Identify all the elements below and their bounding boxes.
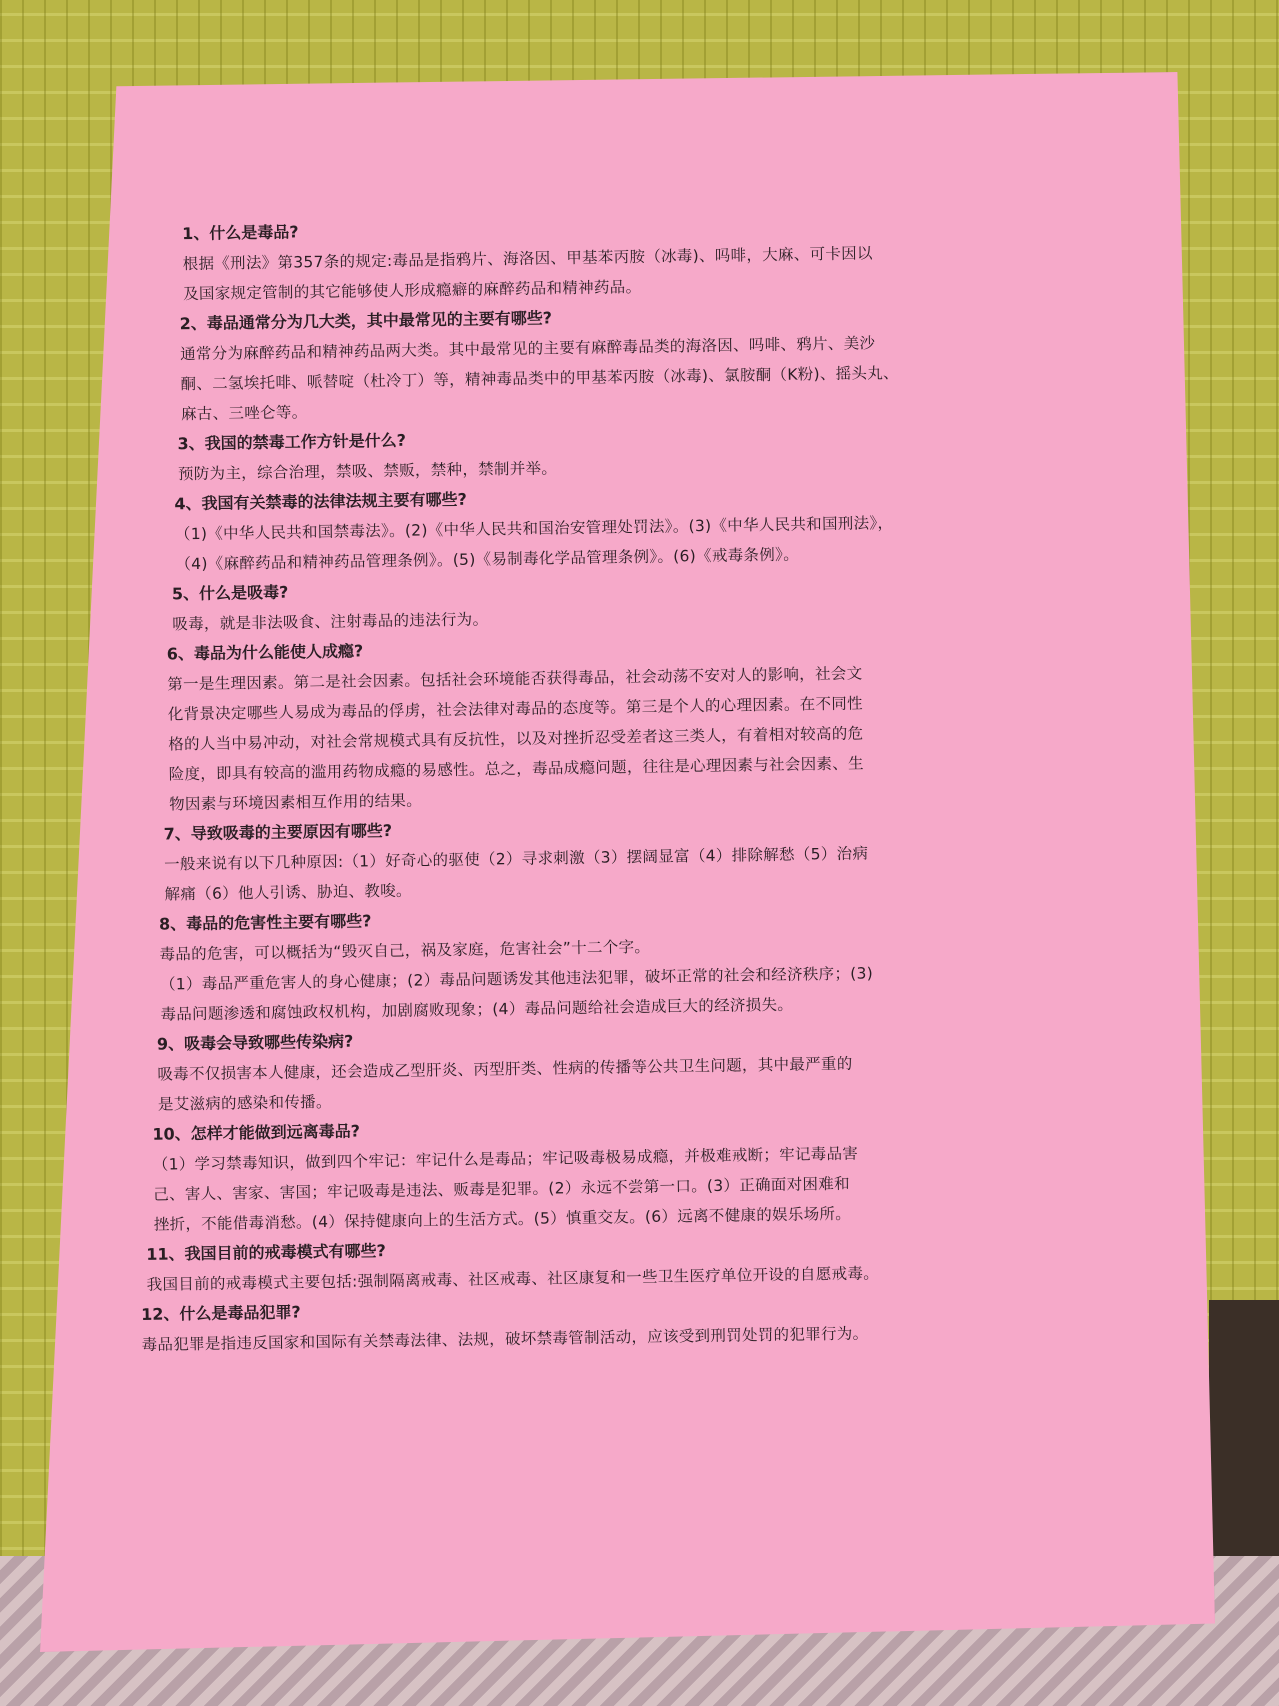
document-body bbox=[130, 205, 1098, 1360]
question-heading: 7、导致吸毒的主要原因有哪些? bbox=[163, 820, 393, 844]
question-heading: 12、什么是毒品犯罪? bbox=[141, 1302, 301, 1324]
answer-line: 通常分为麻醉药品和精神药品两大类。其中最常见的主要有麻醉毒品类的海洛因、吗啡、鸦片、美沙 bbox=[179, 334, 876, 364]
answer-line: 预防为主，综合治理，禁吸、禁贩，禁种，禁制并举。 bbox=[177, 459, 558, 484]
answer-line: 毒品犯罪是指违反国家和国际有关禁毒法律、法规，破坏禁毒管制活动，应该受到刑罚处罚的犯罪行为。 bbox=[141, 1324, 869, 1354]
answer-line: （1）毒品严重危害人的身心健康；(2）毒品问题诱发其他违法犯罪，破坏正常的社会和经济秩序；(3) bbox=[159, 964, 874, 994]
answer-line: （1）学习禁毒知识，做到四个牢记：牢记什么是毒品；牢记吸毒极易成瘾，并极难戒断；牢记毒品害 bbox=[152, 1144, 859, 1174]
answer-line: 挫折，不能借毒消愁。(4）保持健康向上的生活方式。(5）慎重交友。(6）远离不健康的娱乐场所。 bbox=[153, 1204, 852, 1234]
answer-line: 吸毒，就是非法吸食、注射毒品的违法行为。 bbox=[172, 610, 489, 634]
answer-line: 是艾滋病的感染和传播。 bbox=[157, 1092, 332, 1114]
question-heading: 9、吸毒会导致哪些传染病? bbox=[156, 1031, 354, 1054]
question-heading: 5、什么是吸毒? bbox=[171, 582, 289, 604]
answer-line: 吸毒不仅损害本人健康，还会造成乙型肝炎、丙型肝类、性病的传播等公共卫生问题，其中最严重的 bbox=[157, 1054, 853, 1084]
answer-line: 酮、二氢埃托啡、哌替啶（杜冷丁）等，精神毒品类中的甲基苯丙胺（冰毒)、氯胺酮（K粉)、摇头丸、 bbox=[180, 363, 900, 394]
question-heading: 2、毒品通常分为几大类，其中最常见的主要有哪些? bbox=[179, 308, 553, 334]
qa-section bbox=[159, 895, 1093, 1030]
answer-line: 险度，即具有较高的滥用药物成瘾的易感性。总之，毒品成瘾问题，往往是心理因素与社会因素、生 bbox=[168, 754, 864, 784]
answer-line: （1)《中华人民共和国禁毒法》。(2)《中华人民共和国治安管理处罚法》。(3)《中华人民共和国刑法》， bbox=[174, 514, 894, 544]
answer-line: 毒品问题渗透和腐蚀政权机构，加剧腐败现象；(4）毒品问题给社会造成巨大的经济损失。 bbox=[160, 995, 794, 1024]
answer-line: 解痛（6）他人引诱、胁迫、教唆。 bbox=[164, 881, 412, 904]
qa-section bbox=[179, 295, 1083, 429]
question-heading: 4、我国有关禁毒的法律法规主要有哪些? bbox=[174, 489, 467, 514]
answer-line: 第一是生理因素。第二是社会因素。包括社会环境能否获得毒品，社会动荡不安对人的影响，社会文 bbox=[167, 664, 863, 694]
qa-section bbox=[167, 625, 1090, 819]
answer-line: 一般来说有以下几种原因:（1）好奇心的驱使（2）寻求刺激（3）摆阔显富（4）排除解愁（5）治病 bbox=[163, 844, 869, 874]
mat-edge bbox=[1209, 1300, 1279, 1600]
qa-section bbox=[174, 475, 1085, 579]
question-heading: 11、我国目前的戒毒模式有哪些? bbox=[146, 1241, 386, 1264]
answer-line: 我国目前的戒毒模式主要包括:强制隔离戒毒、社区戒毒、社区康复和一些卫生医疗单位开设的自愿戒毒。 bbox=[146, 1264, 880, 1294]
answer-line: 物因素与环境因素相互作用的结果。 bbox=[169, 791, 423, 814]
qa-section bbox=[182, 205, 1081, 309]
answer-line: 及国家规定管制的其它能够使人形成瘾癖的麻醉药品和精神药品。 bbox=[183, 277, 642, 304]
question-heading: 3、我国的禁毒工作方针是什么? bbox=[177, 430, 407, 454]
answer-line: 化背景决定哪些人易成为毒品的俘虏，社会法律对毒品的态度等。第三是个人的心理因素。在不同性 bbox=[167, 694, 864, 724]
answer-line: 格的人当中易冲动，对社会常规模式具有反抗性，以及对挫折忍受差者这三类人，有着相对较高的危 bbox=[168, 724, 864, 754]
answer-line: 麻古、三唑仑等。 bbox=[180, 403, 308, 424]
qa-section bbox=[163, 805, 1090, 910]
question-heading: 8、毒品的危害性主要有哪些? bbox=[158, 911, 372, 934]
answer-line: 毒品的危害，可以概括为“毁灭自己，祸及家庭，危害社会”十二个字。 bbox=[159, 937, 651, 964]
answer-line: 根据《刑法》第357条的规定:毒品是指鸦片、海洛因、甲基苯丙胺（冰毒)、吗啡，大麻、可卡因以 bbox=[182, 244, 873, 274]
answer-line: （4)《麻醉药品和精神药品管理条例》。(5)《易制毒化学品管理条例》。(6)《戒毒条例》。 bbox=[175, 545, 800, 574]
qa-section bbox=[157, 1015, 1094, 1120]
question-heading: 10、怎样才能做到远离毒品? bbox=[152, 1121, 361, 1144]
question-heading: 1、什么是毒品? bbox=[182, 222, 299, 244]
question-heading: 6、毒品为什么能使人成瘾? bbox=[166, 641, 364, 664]
qa-section bbox=[152, 1105, 1096, 1240]
answer-line: 己、害人、害家、害国；牢记吸毒是违法、贩毒是犯罪。(2）永远不尝第一口。(3）正确面对困难和 bbox=[153, 1174, 850, 1204]
